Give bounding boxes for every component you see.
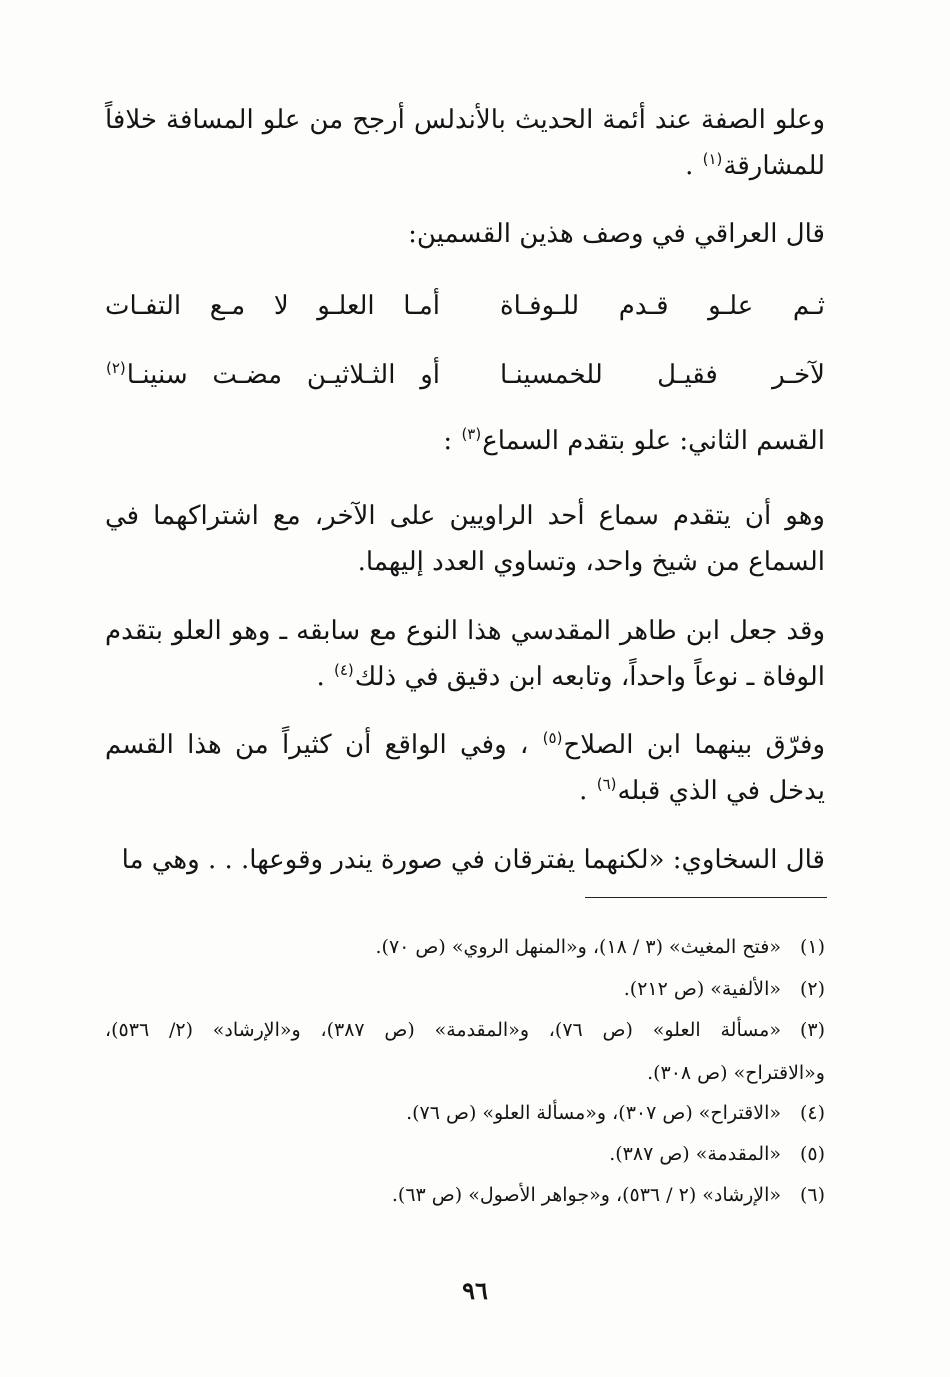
footnote-1-number: (١) <box>799 936 825 958</box>
footnote-6 <box>105 1179 825 1211</box>
paragraph-5 <box>105 608 825 700</box>
paragraph-1-end: . <box>685 151 702 181</box>
footnote-5-number: (٥) <box>799 1143 825 1165</box>
footnote-3-number: (٣) <box>799 1019 825 1041</box>
footnote-6-text: «الإرشاد» (٢ / ٥٣٦)، و«جواهر الأصول» (ص ٦٣). <box>391 1184 781 1206</box>
verse-line-2 <box>105 352 825 398</box>
paragraph-1 <box>105 97 825 189</box>
paragraph-6 <box>105 722 825 814</box>
footnote-5-text: «المقدمة» (ص ٣٨٧). <box>609 1143 781 1165</box>
footnote-ref-1: (١) <box>702 150 723 169</box>
verse-1-first-hemistich: ثـم علـو قـدم للـوفـاة <box>500 291 825 321</box>
footnote-3 <box>105 1014 825 1046</box>
paragraph-6-text-a: وفرّق بينهما ابن الصلاح <box>563 730 825 760</box>
verse-2-second-hemistich <box>105 352 440 398</box>
footnote-4 <box>105 1097 825 1129</box>
footnote-divider <box>585 897 827 898</box>
footnote-4-text: «الاقتراح» (ص ٣٠٧)، و«مسألة العلو» (ص ٧٦). <box>406 1102 781 1124</box>
section-heading-text: القسم الثاني: علو بتقدم السماع <box>482 426 825 456</box>
paragraph-2: قال العراقي في وصف هذين القسمين: <box>408 219 825 249</box>
footnote-ref-2: (٢) <box>106 359 126 378</box>
footnote-2-text: «الألفية» (ص ٢١٢). <box>623 978 781 1000</box>
section-heading-end: : <box>443 426 461 456</box>
footnote-3-continuation <box>105 1057 825 1089</box>
verse-2-first-hemistich: لآخـر فقيـل للخمسينـا <box>500 360 825 390</box>
footnote-2-number: (٢) <box>799 978 825 1000</box>
footnote-ref-6: (٦) <box>596 775 617 794</box>
footnote-2 <box>105 973 825 1005</box>
footnote-5 <box>105 1138 825 1170</box>
verse-1-second-hemistich: أمـا العلـو لا مـع التفـات <box>105 291 440 321</box>
verse-2-second-text: أو الثـلاثيـن مضـت سنينـا <box>126 360 440 390</box>
footnote-ref-4: (٤) <box>333 661 354 680</box>
footnote-6-number: (٦) <box>799 1184 825 1206</box>
paragraph-6-end: . <box>579 776 596 806</box>
footnote-3-text: «مسألة العلو» (ص ٧٦)، و«المقدمة» (ص ٣٨٧)، و«الإرشاد» (٢/ ٥٣٦)، <box>105 1019 781 1041</box>
paragraph-1-text: وعلو الصفة عند أئمة الحديث بالأندلس أرجح من علو المسافة خلافاً للمشارقة <box>105 105 825 181</box>
paragraph-6-text-b: ، وفي الواقع أن كثيراً من هذا القسم يدخل في الذي قبله <box>105 730 825 806</box>
paragraph-7: قال السخاوي: «لكنهما يفترقان في صورة يندر وقوعها. . . وهي ما <box>121 845 825 875</box>
footnote-3-cont-text: و«الاقتراح» (ص ٣٠٨). <box>647 1062 825 1084</box>
section-heading <box>443 418 825 464</box>
footnote-1-text: «فتح المغيث» (٣ / ١٨)، و«المنهل الروي» (ص ٧٠). <box>375 936 781 958</box>
paragraph-5-end: . <box>316 662 333 692</box>
footnote-ref-3: (٣) <box>461 425 482 444</box>
footnote-1 <box>105 931 825 963</box>
footnote-ref-5: (٥) <box>542 729 563 748</box>
paragraph-4: وهو أن يتقدم سماع أحد الراويين على الآخر، مع اشتراكهما في السماع من شيخ واحد، وتساوي العدد إليهما. <box>105 501 825 577</box>
footnote-4-number: (٤) <box>799 1102 825 1124</box>
page-number: ٩٦ <box>462 1276 488 1305</box>
paragraph-5-text: وقد جعل ابن طاهر المقدسي هذا النوع مع سابقه ـ وهو العلو بتقدم الوفاة ـ نوعاً واحداً، وتابعه ابن دقيق في ذلك <box>105 616 825 692</box>
verse-line-1 <box>105 283 825 329</box>
